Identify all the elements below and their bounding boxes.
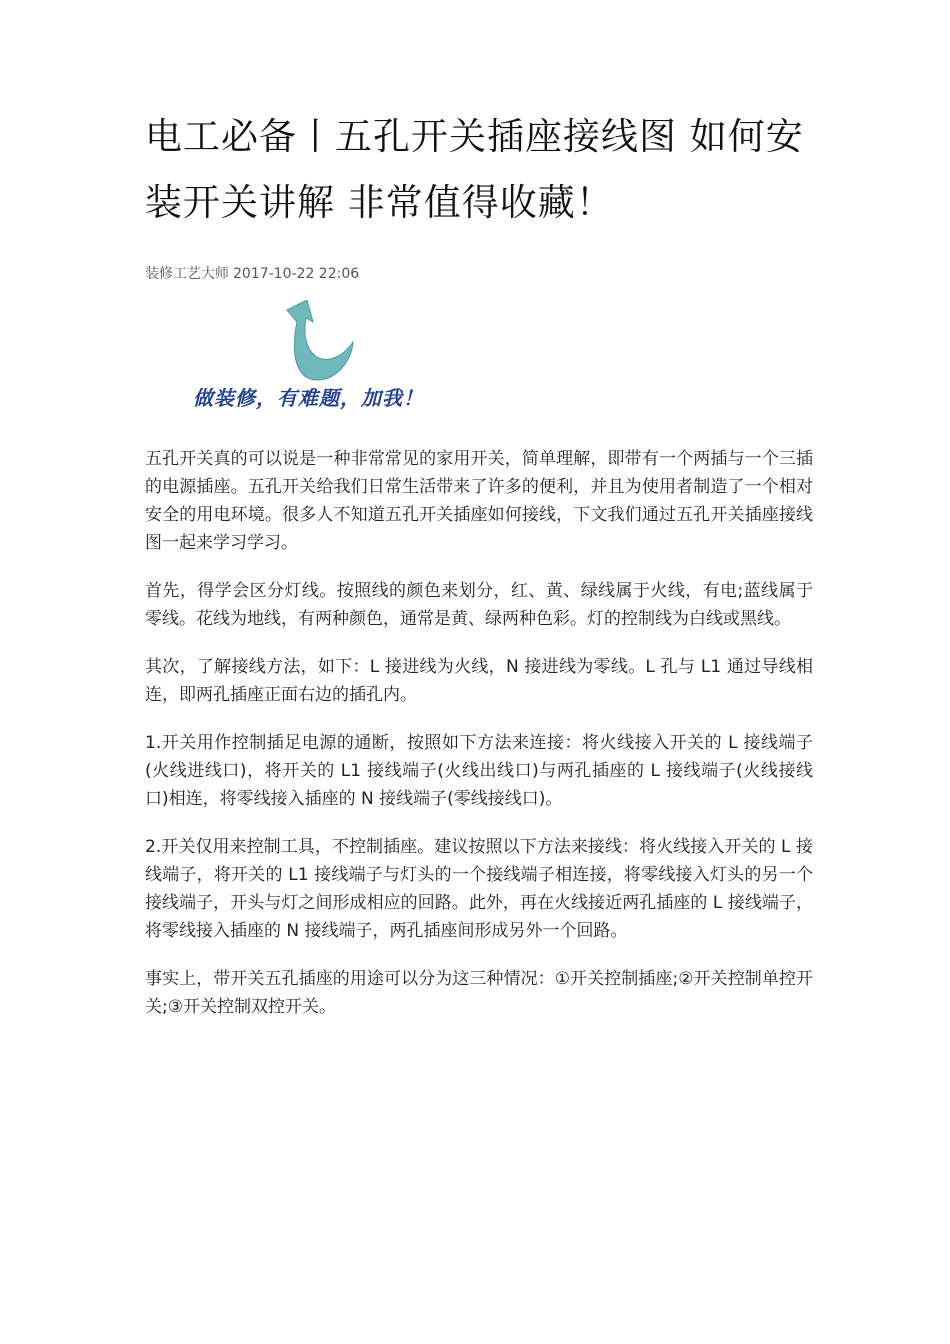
paragraph-step-2: 2.开关仅用来控制工具，不控制插座。建议按照以下方法来接线：将火线接入开关的 L 接线端子，将开关的 L1 接线端子与灯头的一个接线端子相连接，将零线接入灯头的另一个接线端子，开头与灯之间形成相应的回路。此外，再在火线接近两孔插座的 L 接线端子，将零线接入插座的 N 接线端子，两孔插座间形成另外一个回路。: [145, 837, 813, 941]
promo-banner-text: 做装修，有难题，加我！: [193, 386, 424, 410]
paragraph-wire-colors: 首先，得学会区分灯线。按照线的颜色来划分，红、黄、绿线属于火线，有电;蓝线属于零线。花线为地线，有两种颜色，通常是黄、绿两种色彩。灯的控制线为白线或黑线。: [145, 581, 813, 629]
author-name[interactable]: 装修工艺大师: [145, 266, 229, 282]
paragraph-step-1: 1.开关用作控制插足电源的通断，按照如下方法来连接：将火线接入开关的 L 接线端子(火线进线口)，将开关的 L1 接线端子(火线出线口)与两孔插座的 L 接线端子(火线接线口)相连，将零线接入插座的 N 接线端子(零线接线口)。: [145, 733, 813, 809]
paragraph-uses: 事实上，带开关五孔插座的用途可以分为这三种情况：①开关控制插座;②开关控制单控开关;③开关控制双控开关。: [145, 969, 813, 1017]
byline: [145, 264, 813, 284]
paragraph-wiring-method: 其次，了解接线方法，如下：L 接进线为火线，N 接进线为零线。L 孔与 L1 通过导线相连，即两孔插座正面右边的插孔内。: [145, 657, 813, 705]
paragraph-intro: 五孔开关真的可以说是一种非常常见的家用开关，简单理解，即带有一个两插与一个三插的电源插座。五孔开关给我们日常生活带来了许多的便利，并且为使用者制造了一个相对安全的用电环境。很多人不知道五孔开关插座如何接线，下文我们通过五孔开关插座接线图一起来学习学习。: [145, 449, 813, 553]
promo-banner: [193, 300, 523, 420]
publish-time: 2017-10-22 22:06: [233, 266, 360, 282]
curved-arrow-icon: [273, 300, 363, 386]
article: [145, 104, 813, 1041]
article-title: 电工必备丨五孔开关插座接线图 如何安装开关讲解 非常值得收藏！: [145, 115, 804, 224]
article-body: [145, 445, 813, 1021]
